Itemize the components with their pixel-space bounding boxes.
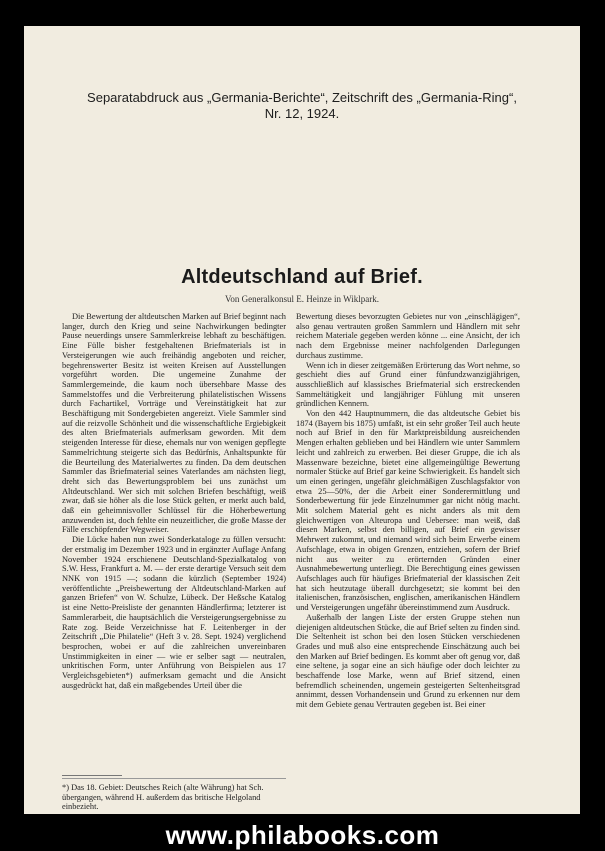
header-line-1: Separatabdruck aus „Germania-Berichte“, Zeitschrift des „Germania-Ring“, — [87, 90, 517, 105]
paragraph: Bewertung dieses bevorzugten Gebietes nur von „einschlägigen“, also genau vertrauten großen Sammlern und Händlern mit sehr reichem Materiale gegeben werden könne ... eine Ansicht, der ich nach dem Ergebnisse meiner nachfolgenden Darlegungen durchaus zustimme. — [296, 312, 520, 360]
paragraph: Die Lücke haben nun zwei Sonderkataloge zu füllen versucht: der erstmalig im Dezember 1923 und in ergänzter Auflage Anfang November 1924 erschienene Deutschland-Spezialkatalog von S.W. Hess, Frankfurt a. M. — der erste derartige Versuch seit dem NNK von 1915 —; sodann die kürzlich (September 1924) veröffentlichte „Preisbewertung der Altdeutschland-Marken auf ganzen Briefen“ von W. Schulze, Lübeck. Der Heßsche Katalog ist eine Netto-Preisliste der genannten Händlerfirma; letzterer ist Sammlerarbeit, die hauptsächlich die Versteigerungsergebnisse zu Rate zog. Beide Verzeichnisse hat F. Leitenberger in der Zeitschrift „Die Philatelie“ (Heft 3 v. 28. Sept. 1924) verglichend besprochen, wobei er auf die zahlreichen unvereinbaren Unstimmigkeiten in einer — wie er selber sagt — neutralen, unkritischen Form, unter Anführung von Beispielen aus 17 Vergleichsgebieten*) aufmerksam gemacht und die Ansicht ausgedrückt hat, daß ein maßgebendes Urteil über die — [62, 535, 286, 690]
article-byline: Von Generalkonsul E. Heinze in Wiklpark. — [224, 294, 380, 304]
left-column — [62, 312, 286, 772]
document-page — [24, 26, 580, 814]
article-title: Altdeutschland auf Brief. — [181, 266, 423, 288]
footnote: *) Das 18. Gebiet: Deutsches Reich (alte Währung) hat Sch. übergangen, während H. außerdem das britische Helgoland einbezieht. — [62, 778, 286, 812]
right-column — [296, 312, 520, 782]
reprint-header — [24, 90, 580, 122]
footnote-divider — [62, 775, 122, 776]
watermark-url: www.philabooks.com — [165, 820, 440, 850]
paragraph: Wenn ich in dieser zeitgemäßen Erörterung das Wort nehme, so geschieht dies auf Grund einer fünfundzwanzigjährigen, ausschließlich auf klassisches Briefmaterial sich erstreckenden Sammeltätigkeit und langjähriger Fühlung mit unseren gründlichen Kennern. — [296, 360, 520, 409]
paragraph: Außerhalb der langen Liste der ersten Gruppe stehen nun diejenigen altdeutschen Stücke, die auf Brief selten zu finden sind. Die Seltenheit ist schon bei den losen Stücken verschiedenen Grades und muß also eine entsprechende Einschätzung auch bei den Marken auf Brief bedingen. Es kommt aber oft genug vor, daß eine seltene, ja sogar eine an sich häufige oder doch leichter zu beschaffende lose Marke, wenn auf Brief sitzend, einen befremdlich scheinenden, ungemein gesteigerten Seltenheitsgrad annimmt, dessen Vorhandensein und Grund zu erkennen nur dem mit dem Gebiete genau Vertrauten gegeben ist. Bei einer — [296, 612, 520, 710]
paragraph: Von den 442 Hauptnummern, die das altdeutsche Gebiet bis 1874 (Bayern bis 1875) umfaßt, ist ein sehr großer Teil auch heute noch auf Brief in den für Marktpreisbildung ausreichenden Mengen erhalten geblieben und bei Händlern wie unter Sammlern leicht und zahlreich zu erwerben. Bei dieser Gruppe, die ich als Massenware bezeichne, bietet eine allgemeingültige Bewertung normaler Stücke auf Brief gar keine Schwierigkeit. Es handelt sich um einen geringen, ungefähr gleichmäßigen Zuschlagsfaktor von etwa 25—50%, der die Arbeit einer Sonderermittlung und Sonderbewertung für jede Einzelnummer gar nicht nötig macht. Mit solchem Material geht es nicht anders als mit dem gleichwertigen von Alteuropa und Uebersee: man weiß, daß diesen Marken, selbst den billigen, auf Brief ein gewisser Mehrwert zukommt, und niemand wird sich beim Erwerbe einem Aufschlage, etwa in obigen Grenzen, entziehen, sofern der Brief nicht aus weiter zu erörternden Gründen einer Ausnahmebewertung unterliegt. Die Berechtigung eines gewissen Aufschlages auch für häufiges Briefmaterial der klassischen Zeit hat sich heutzutage überall durchgesetzt; sie kommt bei den italienischen, französischen, englischen, amerikanischen Händlern und Versteigerungen ungefähr übereinstimmend zum Ausdruck. — [296, 409, 520, 613]
paragraph: Die Bewertung der altdeutschen Marken auf Brief beginnt nach langer, durch den Krieg und seine Nachwirkungen bedingter Pause neuerdings unsere Sammlerkreise lebhaft zu beschäftigen. Eine Fülle bisher festgehaltenen Briefmaterials ist in Versteigerungen wie auch freihändig angeboten und reicher, begehrenswerter Besitz ist weiten Kreisen auf Ausstellungen vorgeführt worden. Die ungemeine Zunahme der Sammlergemeinde, die kaum noch übersehbare Masse des Sammelstoffes und die Verbreiterung philatelistischen Wissens durch Fachartikel, Vorträge und Vereinstätigkeit hat zur Beschäftigung mit Sondergebieten angereizt. Viele Sammler sind auf die reizvolle Schönheit und die wissenschaftliche Ergiebigkeit des alten Briefmaterials aufmerksam geworden. Mit dem steigenden Interesse für diese, ehemals nur von wenigen gepflegte Sammelrichtung steigerte sich das Bedürfnis, Anhaltspunkte für die Beurteilung des Materialwertes zu finden. Da dem deutschen Sammler das Briefmaterial seines Vaterlandes am nächsten liegt, dreht sich das Bewertungsproblem bei uns zunächst um Altdeutschland. Wer sich mit solchen Briefen beschäftigt, weiß zwar, daß sie höher als die lose Stück gelten, er merkt auch bald, daß ein geheimnisvoller Schlüssel für die Höherbewertung anzuwenden ist, doch fehlte ein neuzeitlicher, die große Masse der Fälle erschöpfender Wegweiser. — [62, 312, 286, 535]
header-line-2: Nr. 12, 1924. — [264, 106, 340, 121]
